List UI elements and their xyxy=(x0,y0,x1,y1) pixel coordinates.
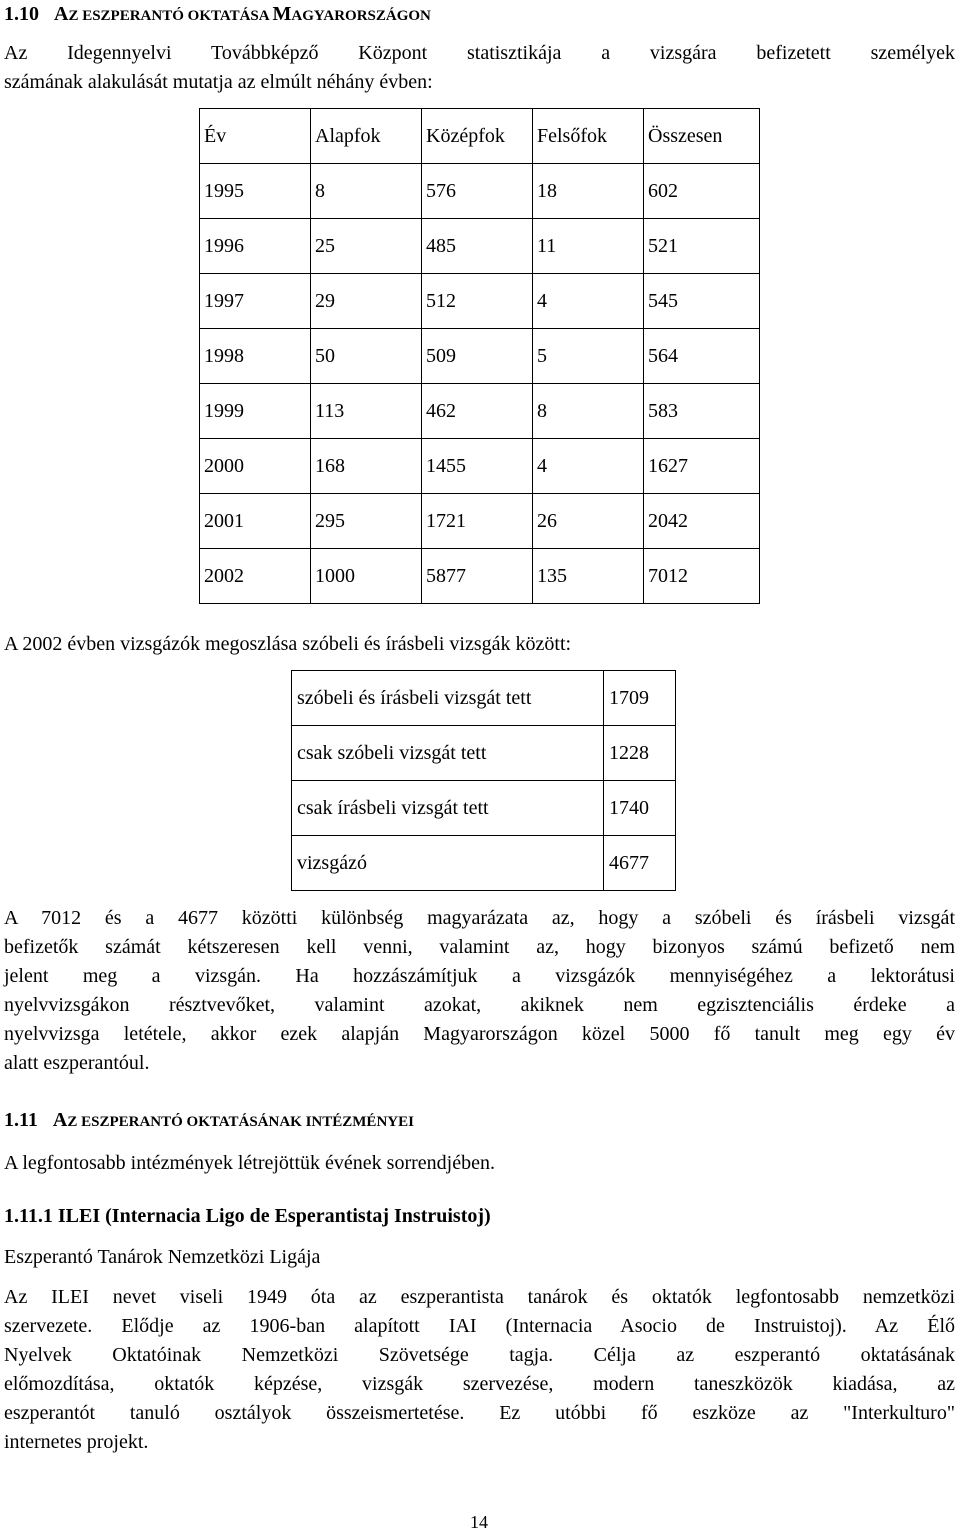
table-cell: 29 xyxy=(311,274,422,329)
table-row xyxy=(292,836,676,891)
section-number: 1.11 xyxy=(4,1109,38,1131)
table-cell: 25 xyxy=(311,219,422,274)
table-cell: 8 xyxy=(533,384,644,439)
table-row xyxy=(200,164,760,219)
paragraph-line: előmozdítása, oktatók képzése, vizsgák szervezése, modern taneszközök kiadása, az xyxy=(4,1373,955,1395)
table-cell: 7012 xyxy=(644,549,760,604)
section-heading-1-11 xyxy=(4,1108,414,1134)
table-cell: szóbeli és írásbeli vizsgát tett xyxy=(292,671,604,726)
table-cell: 2042 xyxy=(644,494,760,549)
section-heading-1-10 xyxy=(4,2,431,28)
table-cell: 18 xyxy=(533,164,644,219)
paragraph-line: alatt eszperantóul. xyxy=(4,1052,150,1074)
header-cell: Év xyxy=(200,109,311,164)
table-row xyxy=(200,439,760,494)
table-cell: 11 xyxy=(533,219,644,274)
table-cell: 602 xyxy=(644,164,760,219)
section-subtitle: Eszperantó Tanárok Nemzetközi Ligája xyxy=(4,1246,321,1268)
table-cell: 2001 xyxy=(200,494,311,549)
title-part: Z ESZPERANTÓ OKTATÁSÁNAK INTÉZMÉNYEI xyxy=(67,1114,414,1130)
table-cell: 1000 xyxy=(311,549,422,604)
table-cell: 1997 xyxy=(200,274,311,329)
table-cell: 1996 xyxy=(200,219,311,274)
table-row xyxy=(292,781,676,836)
table-cell: 583 xyxy=(644,384,760,439)
table-cell: 462 xyxy=(422,384,533,439)
paragraph-line: számának alakulását mutatja az elmúlt néhány évben: xyxy=(4,71,433,93)
ilei-paragraph xyxy=(4,1283,955,1457)
header-cell: Felsőfok xyxy=(533,109,644,164)
paragraph-line: internetes projekt. xyxy=(4,1431,149,1453)
paragraph-line: A 7012 és a 4677 közötti különbség magyarázata az, hogy a szóbeli és írásbeli vizsgát xyxy=(4,907,955,929)
table-cell: 4 xyxy=(533,274,644,329)
table-header-row xyxy=(200,109,760,164)
paragraph-line: Az Idegennyelvi Továbbképző Központ statisztikája a vizsgára befizetett személyek xyxy=(4,42,955,64)
intro-paragraph xyxy=(4,39,955,97)
table-cell: 2000 xyxy=(200,439,311,494)
paragraph-line: Az ILEI nevet viseli 1949 óta az eszperantista tanárok és oktatók legfontosabb nemzetközi xyxy=(4,1286,955,1308)
table-cell: 545 xyxy=(644,274,760,329)
table-cell: 485 xyxy=(422,219,533,274)
title-initial: M xyxy=(272,3,292,25)
table-row xyxy=(200,384,760,439)
title-initial: A xyxy=(52,1109,68,1131)
table-cell: 295 xyxy=(311,494,422,549)
table-cell: 1455 xyxy=(422,439,533,494)
table-cell: 1995 xyxy=(200,164,311,219)
table-cell: 509 xyxy=(422,329,533,384)
table-cell: 564 xyxy=(644,329,760,384)
table-row xyxy=(292,726,676,781)
table-cell: csak írásbeli vizsgát tett xyxy=(292,781,604,836)
table-row xyxy=(200,329,760,384)
table-cell: csak szóbeli vizsgát tett xyxy=(292,726,604,781)
table-cell: 168 xyxy=(311,439,422,494)
table-cell: 50 xyxy=(311,329,422,384)
exam-statistics-table xyxy=(199,108,760,604)
section-number: 1.10 xyxy=(4,3,39,25)
paragraph-line: nyelvvizsgákon résztvevőket, valamint azokat, akiknek nem egzisztenciális érdeke a xyxy=(4,994,955,1016)
table-cell: 26 xyxy=(533,494,644,549)
table-cell: 1709 xyxy=(604,671,676,726)
table-cell: 2002 xyxy=(200,549,311,604)
table-row xyxy=(200,219,760,274)
paragraph-line: jelent meg a vizsgán. Ha hozzászámítjuk a vizsgázók mennyiségéhez a lektorátusi xyxy=(4,965,955,987)
split-caption: A 2002 évben vizsgázók megoszlása szóbeli és írásbeli vizsgák között: xyxy=(4,633,572,655)
section-intro: A legfontosabb intézmények létrejöttük évének sorrendjében. xyxy=(4,1152,495,1174)
paragraph-line: Nyelvek Oktatóinak Nemzetközi Szövetsége tagja. Célja az eszperantó oktatásának xyxy=(4,1344,955,1366)
paragraph-line: befizetők számát kétszeresen kell venni, valamint az, hogy bizonyos számú befizető nem xyxy=(4,936,955,958)
header-cell: Alapfok xyxy=(311,109,422,164)
paragraph-line: eszperantót tanuló osztályok összeismertetése. Ez utóbbi fő eszköze az "Interkulturo" xyxy=(4,1402,955,1424)
paragraph-line: szervezete. Elődje az 1906-ban alapított IAI (Internacia Asocio de Instruistoj). Az Élő xyxy=(4,1315,955,1337)
explanation-paragraph xyxy=(4,904,955,1078)
table-cell: 576 xyxy=(422,164,533,219)
table-row xyxy=(200,494,760,549)
table-cell: 135 xyxy=(533,549,644,604)
table-cell: vizsgázó xyxy=(292,836,604,891)
table-cell: 4677 xyxy=(604,836,676,891)
title-initial: A xyxy=(54,3,69,25)
table-cell: 1998 xyxy=(200,329,311,384)
exam-split-table xyxy=(291,670,676,891)
header-cell: Középfok xyxy=(422,109,533,164)
table-cell: 4 xyxy=(533,439,644,494)
table-cell: 521 xyxy=(644,219,760,274)
table-cell: 1228 xyxy=(604,726,676,781)
table-row xyxy=(200,274,760,329)
table-cell: 5877 xyxy=(422,549,533,604)
section-heading-1-11-1: 1.11.1 ILEI (Internacia Ligo de Esperantistaj Instruistoj) xyxy=(4,1205,491,1227)
table-cell: 1740 xyxy=(604,781,676,836)
table-cell: 113 xyxy=(311,384,422,439)
table-cell: 8 xyxy=(311,164,422,219)
table-cell: 5 xyxy=(533,329,644,384)
table-cell: 512 xyxy=(422,274,533,329)
table-cell: 1999 xyxy=(200,384,311,439)
table-cell: 1721 xyxy=(422,494,533,549)
table-row xyxy=(292,671,676,726)
title-part: AGYARORSZÁGON xyxy=(291,8,431,24)
paragraph-line: nyelvvizsga letétele, akkor ezek alapján Magyarországon közel 5000 fő tanult meg egy év xyxy=(4,1023,955,1045)
title-part: Z ESZPERANTÓ OKTATÁSA xyxy=(68,8,273,24)
table-row xyxy=(200,549,760,604)
page-number: 14 xyxy=(470,1512,488,1532)
table-cell: 1627 xyxy=(644,439,760,494)
header-cell: Összesen xyxy=(644,109,760,164)
